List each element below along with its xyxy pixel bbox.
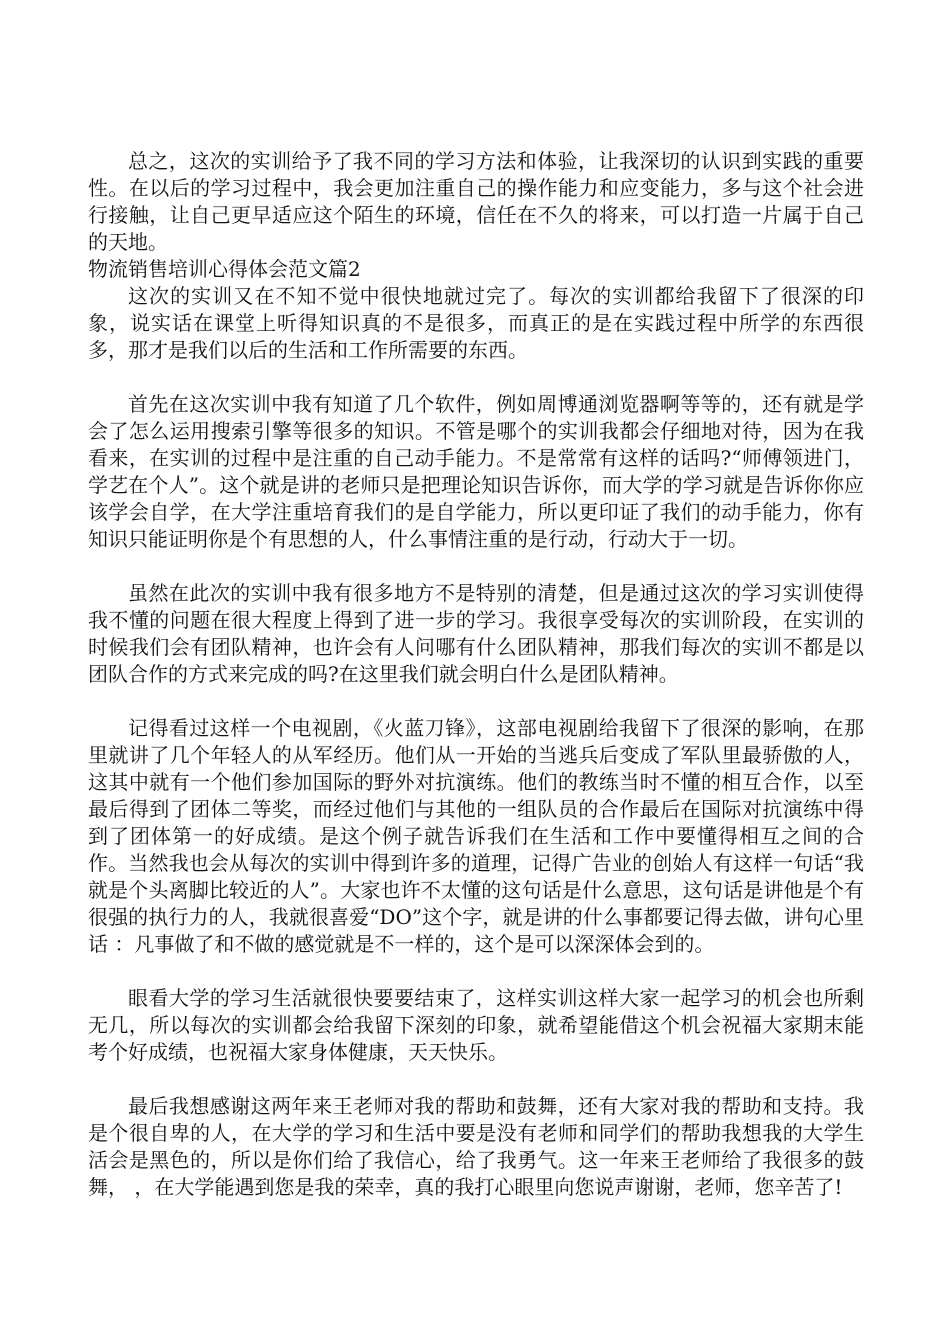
paragraph-team-spirit: 虽然在此次的实训中我有很多地方不是特别的清楚，但是通过这次的学习实训使得我不懂的问题在很大程度上得到了进一步的学习。我很享受每次的实训阶段，在实训的时候我们会有团队精神，也许会有人问哪有什么团队精神，那我们每次的实训不都是以团队合作的方式来完成的吗?在这里我们就会明白什么是团队精神。	[88, 581, 864, 686]
paragraph-conclusion: 总之，这次的实训给予了我不同的学习方法和体验，让我深切的认识到实践的重要性。在以后的学习过程中，我会更加注重自己的操作能力和应变能力，多与这个社会进行接触，让自己更早适应这个陌生的环境，信任在不久的将来，可以打造一片属于自己的天地。	[88, 149, 864, 254]
paragraph-thanks: 最后我想感谢这两年来王老师对我的帮助和鼓舞，还有大家对我的帮助和支持。我是个很自卑的人，在大学的学习和生活中要是没有老师和同学们的帮助我想我的大学生活会是黑色的，所以是你们给了我信心，给了我勇气。这一年来王老师给了我很多的鼓舞， ，在大学能遇到您是我的荣幸，真的我打心眼里向您说声谢谢，老师，您辛苦了!	[88, 1094, 864, 1199]
paragraph-farewell: 眼看大学的学习生活就很快要要结束了，这样实训这样大家一起学习的机会也所剩无几，所以每次的实训都会给我留下深刻的印象，就希望能借这个机会祝福大家期末能考个好成绩，也祝福大家身体健康，天天快乐。	[88, 986, 864, 1064]
paragraph-tv-drama: 记得看过这样一个电视剧，《火蓝刀锋》，这部电视剧给我留下了很深的影响，在那里就讲了几个年轻人的从军经历。他们从一开始的当逃兵后变成了军队里最骄傲的人，这其中就有一个他们参加国际的野外对抗演练。他们的教练当时不懂的相互合作，以至最后得到了团体二等奖，而经过他们与其他的一组队员的合作最后在国际对抗演练中得到了团体第一的好成绩。是这个例子就告诉我们在生活和工作中要懂得相互之间的合作。当然我也会从每次的实训中得到许多的道理，记得广告业的创始人有这样一句话“我就是个头离脚比较近的人”。大家也许不太懂的这句话是什么意思，这句话是讲他是个有很强的执行力的人，我就很喜爱“DO”这个字，就是讲的什么事都要记得去做，讲句心里话 ：凡事做了和不做的感觉就是不一样的，这个是可以深深体会到的。	[88, 716, 864, 956]
document-page	[88, 148, 864, 1201]
section-title: 物流销售培训心得体会范文篇2	[88, 257, 361, 281]
paragraph-intro: 这次的实训又在不知不觉中很快地就过完了。每次的实训都给我留下了很深的印象，说实话在课堂上听得知识真的不是很多，而真正的是在实践过程中所学的东西很多，那才是我们以后的生活和工作所需要的东西。	[88, 284, 864, 362]
paragraph-software: 首先在这次实训中我有知道了几个软件，例如周博通浏览器啊等等的，还有就是学会了怎么运用搜索引擎等很多的知识。不管是哪个的实训我都会仔细地对待，因为在我看来，在实训的过程中是注重的自己动手能力。不是常常有这样的话吗?“师傅领进门，学艺在个人”。这个就是讲的老师只是把理论知识告诉你，而大学的学习就是告诉你你应该学会自学，在大学注重培育我们的是自学能力，所以更印证了我们的动手能力，你有知识只能证明你是个有思想的人，什么事情注重的是行动，行动大于一切。	[88, 392, 864, 551]
